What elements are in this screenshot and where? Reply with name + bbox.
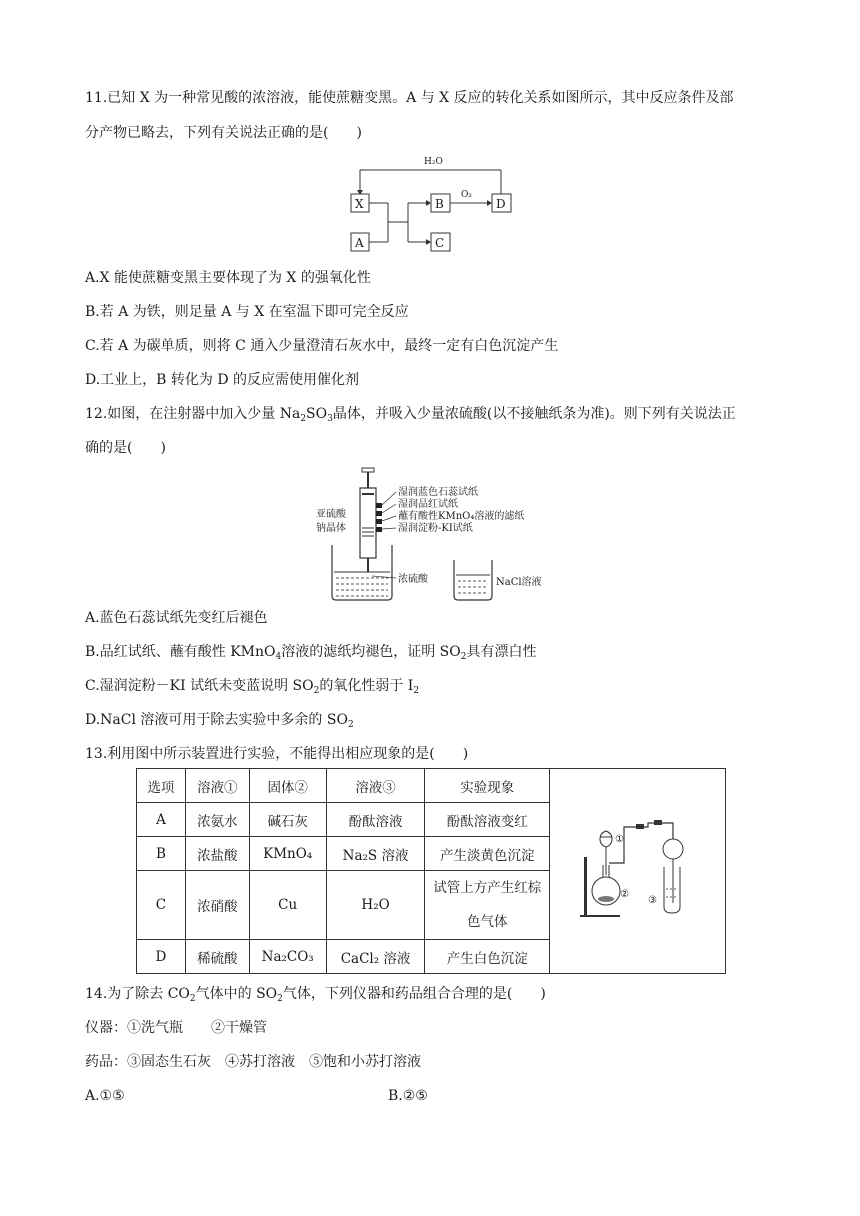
row-a-phenomenon: 酚酞溶液变红 (425, 803, 550, 837)
dropping-funnel (600, 831, 612, 847)
safety-bulb (663, 839, 683, 859)
row-d-solution-1: 稀硫酸 (185, 940, 249, 974)
box-c-label: C (435, 236, 445, 250)
row-b-solution-3: Na₂S 溶液 (326, 837, 425, 871)
q12-option-b: B.品红试纸、蘸有酸性 KMnO$_4$溶液的滤纸均褪色，证明 $SO_2$具有漂白性 (85, 644, 537, 662)
row-a-solution-3: 酚酞溶液 (326, 803, 425, 837)
row-b-phenomenon: 产生淡黄色沉淀 (425, 837, 550, 871)
label-paper-4: 湿润淀粉-KI试纸 (398, 523, 473, 534)
row-d-solution-3: CaCl₂ 溶液 (326, 940, 425, 974)
label-paper-2: 湿润品红试纸 (398, 499, 458, 510)
q12-option-a: A.蓝色石蕊试纸先变红后褪色 (85, 610, 268, 626)
row-c-phenomenon-line1: 试管上方产生红棕 (433, 880, 542, 896)
syringe-barrel (360, 488, 376, 558)
q11-option-d: D.工业上，B 转化为 D 的反应需使用催化剂 (85, 372, 360, 388)
q13-apparatus-figure (578, 819, 698, 919)
test-tube (664, 867, 680, 913)
q11-conversion-diagram (340, 150, 520, 260)
fig-label-two: ② (619, 889, 629, 900)
q11-option-c: C.若 A 为碳单质，则将 C 通入少量澄清石灰水中，最终一定有白色沉淀产生 (85, 338, 559, 354)
q12-stem-line2: 确的是( ) (85, 440, 166, 456)
row-c-option: C (137, 871, 186, 940)
row-b-option: B (137, 837, 186, 871)
row-b-solid-2: KMnO₄ (249, 837, 326, 871)
box-d-label: D (496, 197, 506, 211)
label-conc-acid: 浓硫酸 (398, 574, 428, 585)
row-c-solution-3: H₂O (326, 871, 425, 940)
q13-table (136, 768, 726, 974)
row-b-solution-1: 浓盐酸 (185, 837, 249, 871)
label-sulfite-1: 亚硫酸 (316, 509, 346, 520)
row-a-option: A (137, 803, 186, 837)
label-paper-1: 湿润蓝色石蕊试纸 (398, 487, 478, 498)
header-solution-3: 溶液③ (326, 769, 425, 803)
fig-label-one: ① (614, 834, 624, 845)
h2o-label: H₂O (424, 157, 443, 167)
header-solution-1: 溶液① (185, 769, 249, 803)
q12-stem-line1: 12.如图，在注射器中加入少量 $Na_2SO_3$晶体，并吸入少量浓硫酸(以不接触纸条为准)。则下列有关说法正 (85, 406, 736, 424)
row-c-phenomenon (425, 871, 550, 940)
table-header-row (137, 769, 726, 803)
box-x-label: X (355, 197, 364, 211)
row-a-solid-2: 碱石灰 (249, 803, 326, 837)
row-d-solid-2: Na₂CO₃ (249, 940, 326, 974)
row-d-option: D (137, 940, 186, 974)
q11-option-a: A.X 能使蔗糖变黑主要体现了为 X 的强氧化性 (85, 270, 371, 286)
row-c-solid-2: Cu (249, 871, 326, 940)
apparatus-cell (550, 769, 726, 974)
q12-syringe-apparatus (312, 460, 572, 605)
fig-label-three: ③ (647, 895, 657, 906)
row-c-solution-1: 浓硝酸 (185, 871, 249, 940)
header-solid-2: 固体② (249, 769, 326, 803)
label-paper-3: 蘸有酸性KMnO₄溶液的滤纸 (398, 511, 525, 522)
q11-option-b: B.若 A 为铁，则足量 A 与 X 在室温下即可完全反应 (85, 304, 409, 320)
row-c-phenomenon-line2: 色气体 (467, 914, 508, 930)
q14-instruments: 仪器：①洗气瓶 ②干燥管 (85, 1020, 267, 1036)
q11-stem-line2: 分产物已略去，下列有关说法正确的是( ) (85, 125, 362, 141)
row-d-phenomenon: 产生白色沉淀 (425, 940, 550, 974)
label-sulfite-2: 钠晶体 (316, 523, 346, 534)
q12-option-d: D.NaCl 溶液可用于除去实验中多余的 $SO_2$ (85, 712, 354, 730)
header-option: 选项 (137, 769, 186, 803)
q14-option-b: B.②⑤ (388, 1088, 428, 1104)
q11-stem-line1: 11.已知 X 为一种常见酸的浓溶液，能使蔗糖变黑。A 与 X 反应的转化关系如图所示，其中反应条件及部 (85, 90, 734, 106)
header-phenomenon: 实验现象 (425, 769, 550, 803)
beaker-nacl (454, 560, 492, 600)
q13-stem: 13.利用图中所示装置进行实验，不能得出相应现象的是( ) (85, 746, 469, 762)
q14-stem: 14.为了除去 $CO_2$气体中的 $SO_2$气体，下列仪器和药品组合合理的是( ) (85, 986, 546, 1004)
box-a-label: A (355, 236, 364, 250)
label-nacl: NaCl溶液 (496, 577, 542, 588)
o2-label: O₂ (461, 190, 472, 200)
q14-reagents: 药品：③固态生石灰 ④苏打溶液 ⑤饱和小苏打溶液 (85, 1054, 421, 1070)
row-a-solution-1: 浓氨水 (185, 803, 249, 837)
q14-option-a: A.①⑤ (85, 1088, 125, 1104)
box-b-label: B (435, 197, 444, 211)
q12-option-c: C.湿润淀粉－KI 试纸未变蓝说明 $SO_2$的氧化性弱于 $I_2$ (85, 678, 420, 696)
